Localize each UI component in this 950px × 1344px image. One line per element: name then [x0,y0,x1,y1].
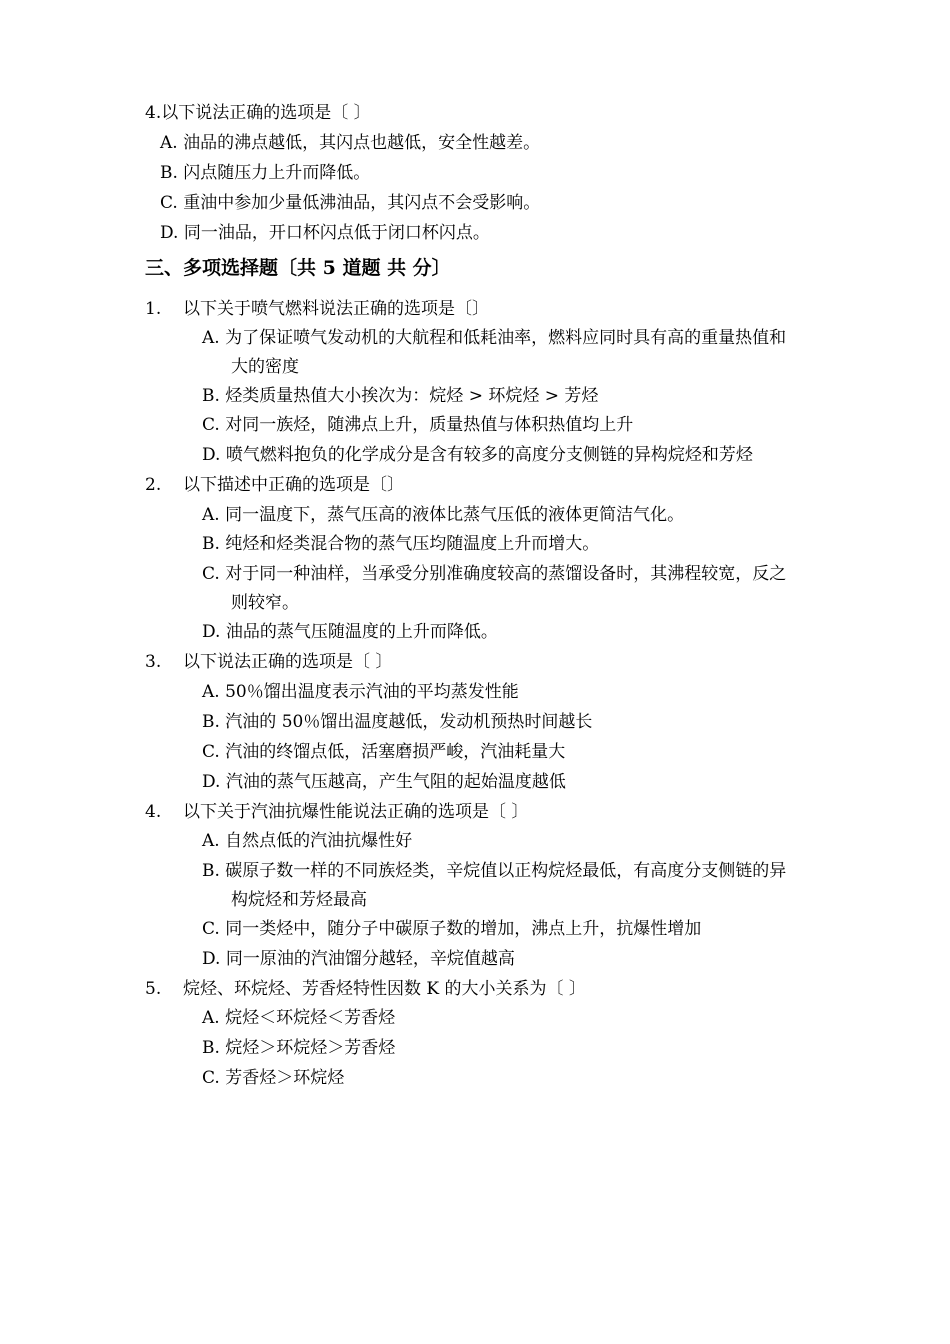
option-c: C. 重油中参加少量低沸油品，其闪点不会受影响。 [160,193,541,213]
option-c: C. 同一类烃中，随分子中碳原子数的增加，沸点上升，抗爆性增加 [202,919,702,939]
option-a-continued: 大的密度 [231,357,299,377]
option-c-continued: 则较窄。 [231,593,299,613]
question-text: 以下描述中正确的选项是〔〕 [183,475,404,495]
option-b-continued: 构烷烃和芳烃最高 [231,890,367,910]
option-a: A. 烷烃＜环烷烃＜芳香烃 [202,1008,396,1028]
option-a: A. 自然点低的汽油抗爆性好 [202,831,413,851]
option-c: C. 对于同一种油样，当承受分别准确度较高的蒸馏设备时，其沸程较宽，反之 [202,564,787,584]
question-number: 5. [145,979,162,999]
option-d: D. 同一油品，开口杯闪点低于闭口杯闪点。 [160,223,490,243]
option-d: D. 油品的蒸气压随温度的上升而降低。 [202,622,498,642]
question-number: 1. [145,299,162,319]
question-text: 烷烃、环烷烃、芳香烃特性因数 K 的大小关系为〔 〕 [183,979,586,999]
section-heading: 三、多项选择题〔共 5 道题 共 分〕 [145,257,451,279]
question-number: 4. [145,802,162,822]
option-a: A. 50％馏出温度表示汽油的平均蒸发性能 [202,682,519,702]
question-number: 2. [145,475,162,495]
option-b: B. 烃类质量热值大小挨次为：烷烃 > 环烷烃 > 芳烃 [202,386,599,406]
question-number: 3. [145,652,162,672]
option-c: C. 汽油的终馏点低，活塞磨损严峻，汽油耗量大 [202,742,566,762]
question-title: 4.以下说法正确的选项是〔 〕 [145,103,371,123]
option-d: D. 喷气燃料抱负的化学成分是含有较多的高度分支侧链的异构烷烃和芳烃 [202,445,753,465]
option-c: C. 对同一族烃，随沸点上升，质量热值与体积热值均上升 [202,415,634,435]
option-a: A. 油品的沸点越低，其闪点也越低，安全性越差。 [160,133,541,153]
option-b: B. 闪点随压力上升而降低。 [160,163,371,183]
option-d: D. 同一原油的汽油馏分越轻，辛烷值越高 [202,949,515,969]
option-b: B. 碳原子数一样的不同族烃类，辛烷值以正构烷烃最低，有高度分支侧链的异 [202,861,787,881]
question-text: 以下关于汽油抗爆性能说法正确的选项是〔 〕 [183,802,529,822]
option-a: A. 为了保证喷气发动机的大航程和低耗油率，燃料应同时具有高的重量热值和 [202,328,787,348]
option-a: A. 同一温度下，蒸气压高的液体比蒸气压低的液体更简洁气化。 [202,505,685,525]
option-b: B. 纯烃和烃类混合物的蒸气压均随温度上升而增大。 [202,534,600,554]
question-text: 以下关于喷气燃料说法正确的选项是〔〕 [183,299,489,319]
option-b: B. 汽油的 50％馏出温度越低，发动机预热时间越长 [202,712,593,732]
question-text: 以下说法正确的选项是〔 〕 [183,652,393,672]
option-c: C. 芳香烃＞环烷烃 [202,1068,345,1088]
option-d: D. 汽油的蒸气压越高，产生气阻的起始温度越低 [202,772,566,792]
option-b: B. 烷烃＞环烷烃＞芳香烃 [202,1038,396,1058]
